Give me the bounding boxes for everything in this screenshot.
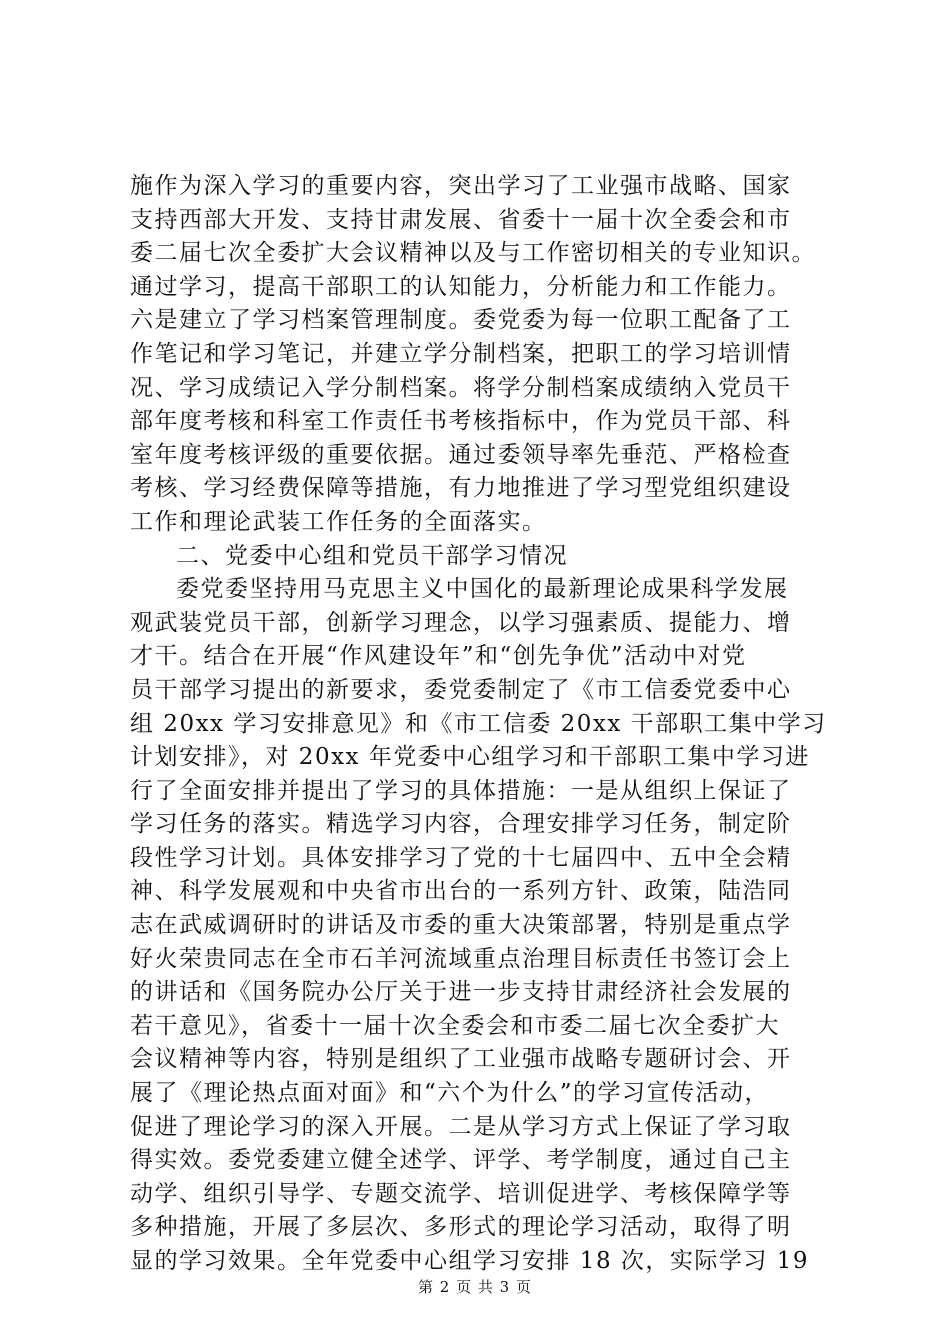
text-line: 会议精神等内容，特别是组织了工业强市战略专题研讨会、开 <box>130 1046 792 1073</box>
text-line: 动学、组织引导学、专题交流学、培训促进学、考核保障学等 <box>130 1180 792 1207</box>
text-line: 志在武威调研时的讲话及市委的重大决策部署，特别是重点学 <box>130 912 792 939</box>
text-line: 作笔记和学习笔记，并建立学分制档案，把职工的学习培训情 <box>130 340 792 367</box>
text-line: 若干意见》，省委十一届十次全委会和市委二届七次全委扩大 <box>130 1012 780 1039</box>
text-line: 好火荣贵同志在全市石羊河流域重点治理目标责任书签订会上 <box>130 945 792 972</box>
section-heading: 二、党委中心组和党员干部学习情况 <box>176 542 568 569</box>
text-line: 工作和理论武装工作任务的全面落实。 <box>130 508 547 535</box>
text-line: 观武装党员干部，创新学习理念，以学习强素质、提能力、增 <box>130 609 792 636</box>
text-line: 委二届七次全委扩大会议精神以及与工作密切相关的专业知识。 <box>130 240 816 267</box>
text-line: 部年度考核和科室工作责任书考核指标中，作为党员干部、科 <box>130 408 792 435</box>
text-line: 计划安排》，对 20xx 年党委中心组学习和干部职工集中学习进 <box>130 744 810 771</box>
text-line: 支持西部大开发、支持甘肃发展、省委十一届十次全委会和市 <box>130 206 792 233</box>
text-line: 员干部学习提出的新要求，委党委制定了《市工信委党委中心 <box>130 676 792 703</box>
paragraph-first-line: 委党委坚持用马克思主义中国化的最新理论成果科学发展 <box>176 576 789 603</box>
text-line: 室年度考核评级的重要依据。通过委领导率先垂范、严格检查 <box>130 441 792 468</box>
text-line: 学习任务的落实。精选学习内容，合理安排学习任务，制定阶 <box>130 811 792 838</box>
text-line: 才干。结合在开展“作风建设年”和“创先争优”活动中对党 <box>130 643 747 670</box>
text-line: 段性学习计划。具体安排学习了党的十七届四中、五中全会精 <box>130 844 792 871</box>
text-line: 通过学习，提高干部职工的认知能力，分析能力和工作能力。 <box>130 273 792 300</box>
page-footer: 第 2 页 共 3 页 <box>418 1278 532 1296</box>
text-line: 组 20xx 学习安排意见》和《市工信委 20xx 干部职工集中学习 <box>130 710 827 737</box>
text-line: 施作为深入学习的重要内容，突出学习了工业强市战略、国家 <box>130 173 792 199</box>
text-line: 展了《理论热点面对面》和“六个为什么”的学习宣传活动， <box>130 1080 770 1107</box>
text-line: 考核、学习经费保障等措施，有力地推进了学习型党组织建设 <box>130 475 792 502</box>
text-line: 神、科学发展观和中央省市出台的一系列方针、政策，陆浩同 <box>130 878 792 905</box>
text-line: 况、学习成绩记入学分制档案。将学分制档案成绩纳入党员干 <box>130 374 792 401</box>
text-line: 显的学习效果。全年党委中心组学习安排 18 次，实际学习 19 <box>130 1248 809 1274</box>
body-text <box>130 170 830 1279</box>
text-line: 行了全面安排并提出了学习的具体措施：一是从组织上保证了 <box>130 777 792 804</box>
text-line: 多种措施，开展了多层次、多形式的理论学习活动，取得了明 <box>130 1214 792 1241</box>
text-line: 得实效。委党委建立健全述学、评学、考学制度，通过自己主 <box>130 1147 792 1174</box>
text-line: 促进了理论学习的深入开展。二是从学习方式上保证了学习取 <box>130 1113 792 1140</box>
text-line: 六是建立了学习档案管理制度。委党委为每一位职工配备了工 <box>130 307 792 334</box>
text-line: 的讲话和《国务院办公厅关于进一步支持甘肃经济社会发展的 <box>130 979 792 1006</box>
